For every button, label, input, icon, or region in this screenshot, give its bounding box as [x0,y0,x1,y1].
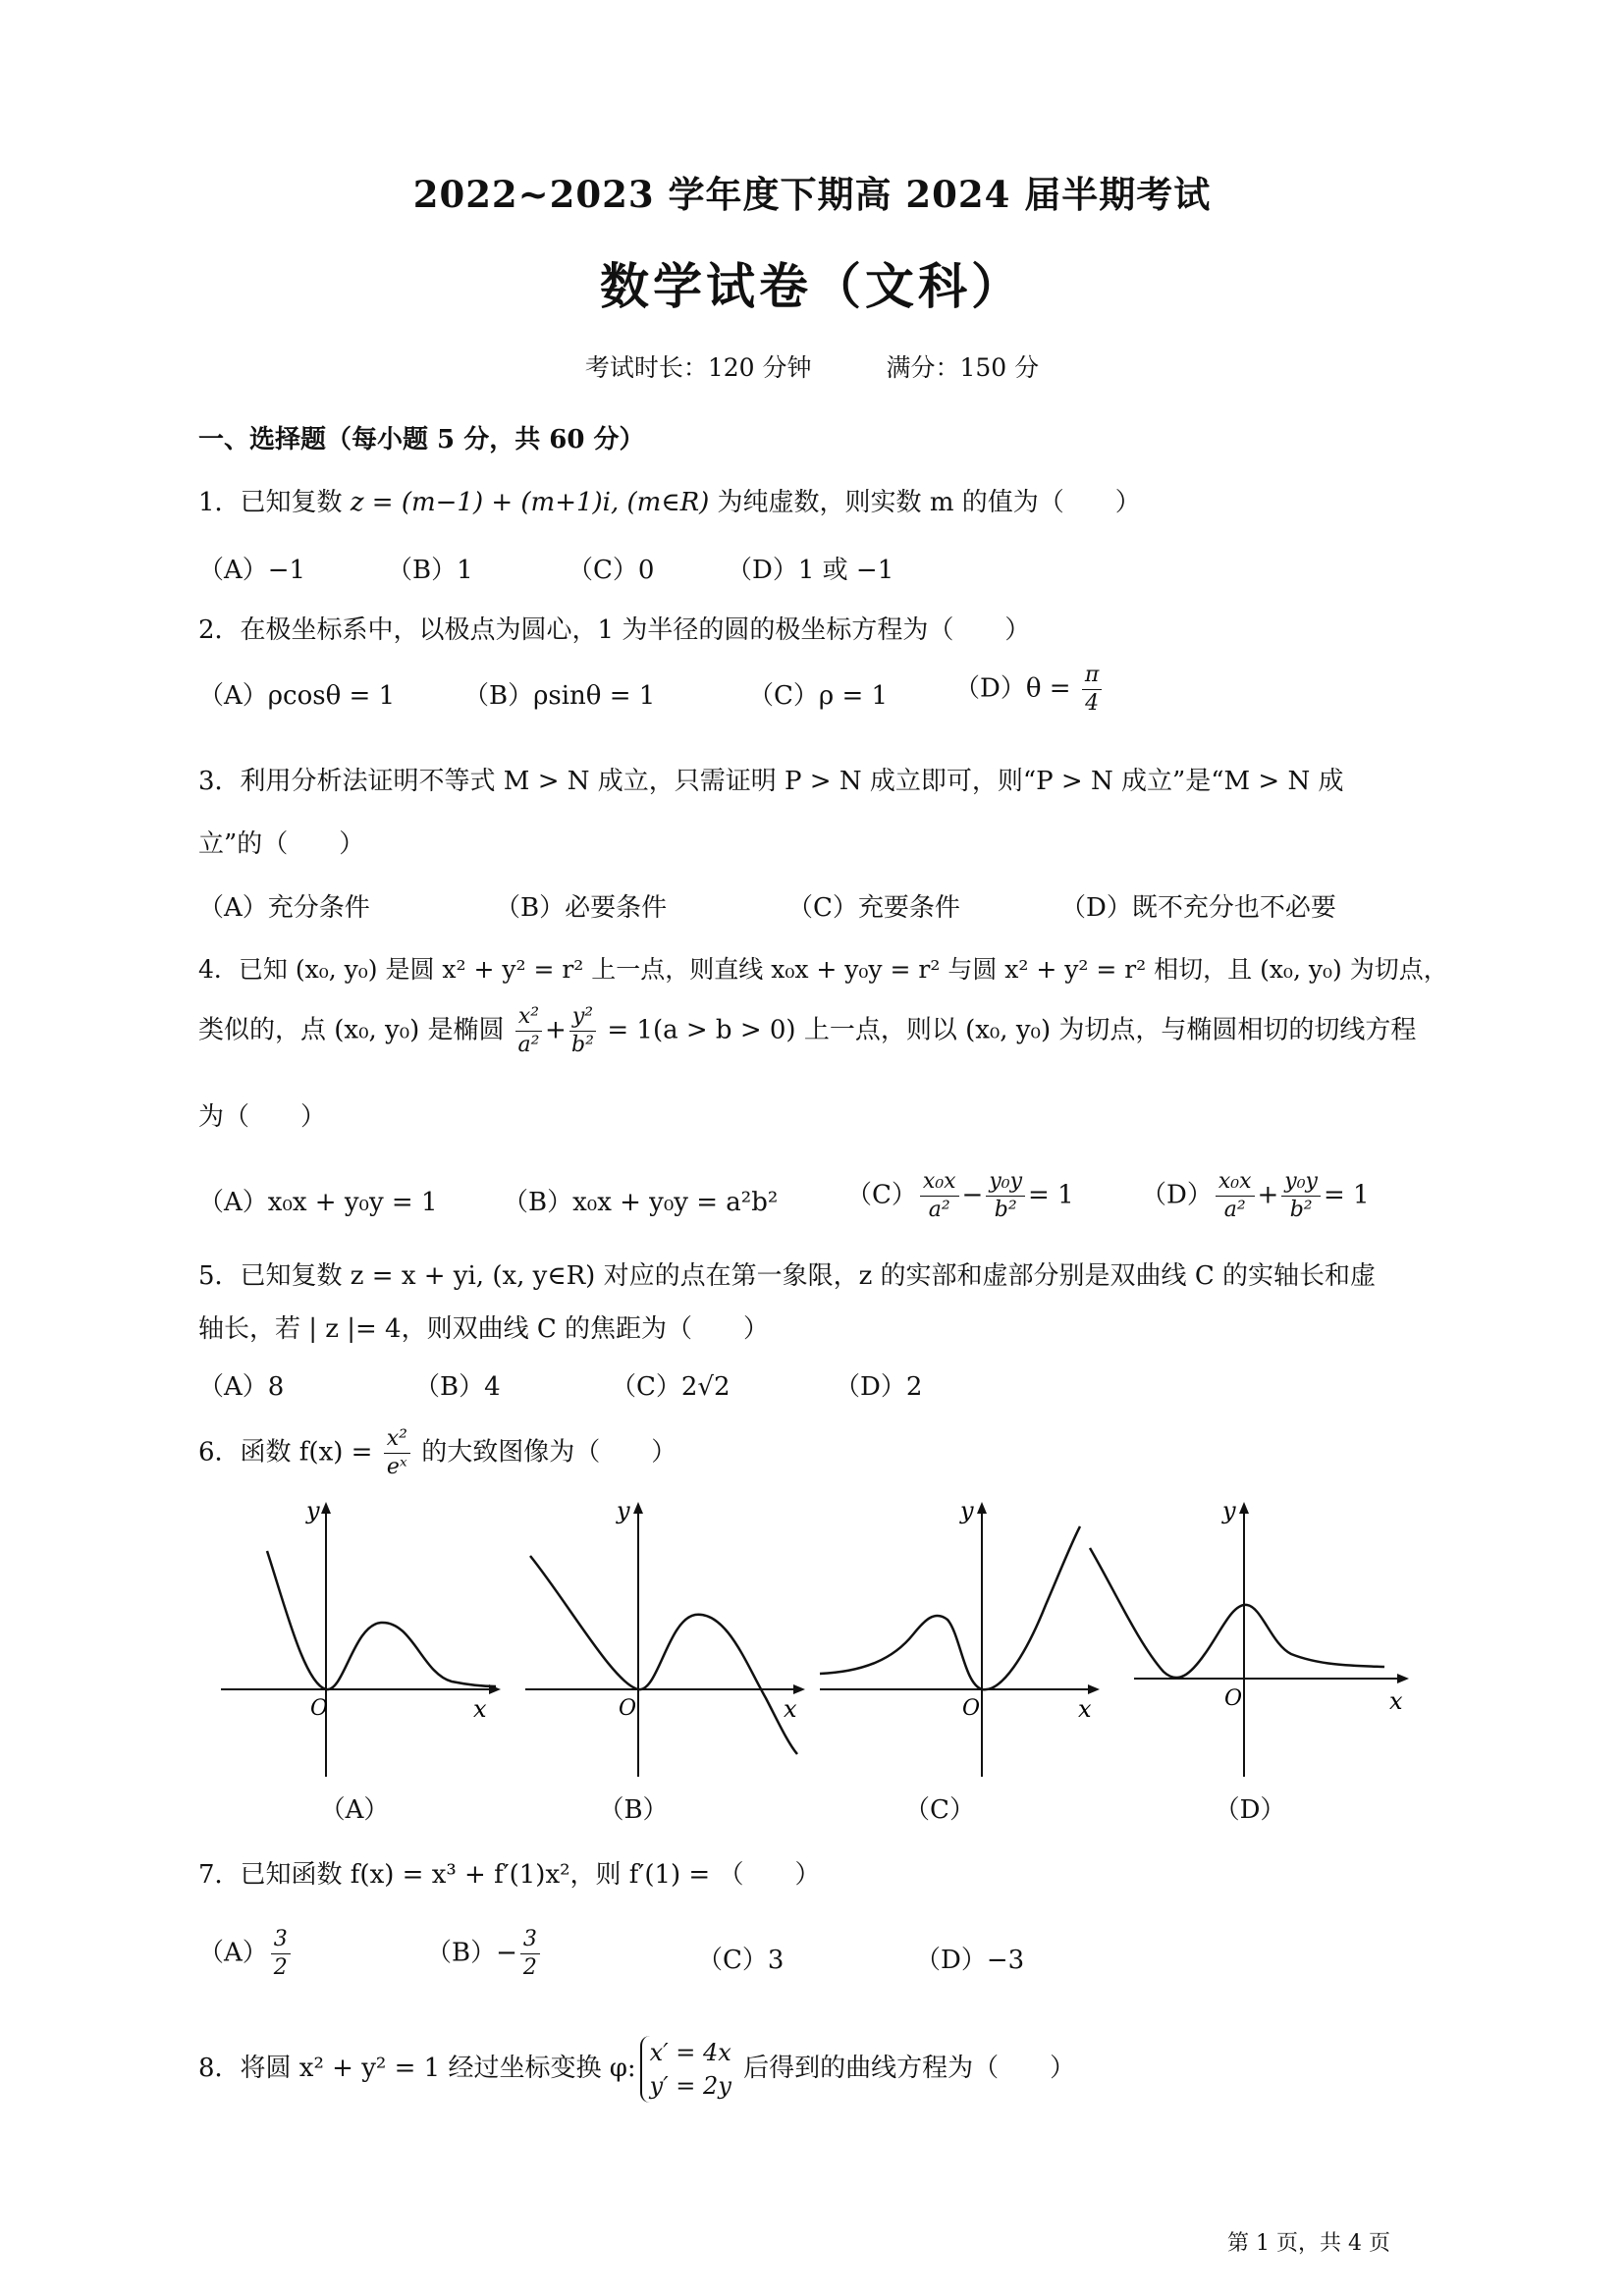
exam-subtitle: 数学试卷（文科） [600,257,1024,315]
x-axis-label: x [1078,1695,1092,1723]
curve [1090,1548,1384,1678]
q5-option-b[interactable]: （B）4 [414,1372,501,1402]
q8-system-line-2: y′ = 2y [649,2072,731,2100]
question-8 [198,2036,1445,2103]
question-5-line-2: 轴长，若 | z |= 4，则双曲线 C 的焦距为（ ） [198,1314,770,1344]
q3-option-a[interactable]: （A）充分条件 [198,893,370,923]
y-axis-arrow-icon [321,1502,331,1514]
exam-title: 2022~2023 学年度下期高 2024 届半期考试 [412,173,1212,216]
q6-function-fraction [384,1425,410,1481]
fraction-denominator: 4 [1085,691,1100,716]
q4-line2-pre: 类似的，点 (x₀, y₀) 是椭圆 [198,1015,513,1045]
y-axis-arrow-icon [1239,1502,1249,1514]
q4-option-c-frac-1 [920,1168,959,1224]
q7-option-b[interactable] [426,1926,543,1982]
q6-graph-c-label: （C） [904,1795,975,1825]
question-7: 7．已知函数 f(x) = x³ + f′(1)x²，则 f′(1) = （ ） [198,1860,821,1890]
fraction-denominator: a² [517,1033,540,1057]
q8-stem-post: 后得到的曲线方程为（ ） [734,2054,1076,2083]
q4-option-d-label: （D） [1141,1180,1213,1210]
q1-option-a[interactable]: （A）−1 [198,556,306,585]
origin-label: O [962,1696,981,1721]
q8-system-line-1: x′ = 4x [649,2039,731,2066]
fraction-numerator: x₀x [1216,1168,1255,1197]
q4-ellipse-frac-x [515,1003,542,1059]
q7-option-c[interactable]: （C）3 [697,1946,785,1975]
fraction-denominator: b² [571,1033,594,1057]
q4-option-d-equals: = 1 [1323,1180,1370,1210]
fraction-numerator: y² [569,1003,596,1032]
y-axis-arrow-icon [977,1502,987,1514]
fraction-numerator: y₀y [1281,1168,1321,1197]
q7-option-d[interactable]: （D）−3 [915,1946,1025,1975]
fraction-denominator: 2 [522,1955,537,1980]
q2-option-b[interactable]: （B）ρsinθ = 1 [463,681,656,711]
question-3-line-2: 立”的（ ） [198,829,365,859]
fraction-denominator: b² [1289,1198,1313,1222]
q4-option-c-frac-2 [986,1168,1025,1224]
question-5-line-1: 5．已知复数 z = x + yi, (x, y∈R) 对应的点在第一象限，z 的实部和虚部分别是双曲线 C 的实轴长和虚 [198,1261,1376,1291]
question-6 [198,1425,1445,1481]
fraction-numerator: x₀x [920,1168,959,1197]
question-1 [198,483,1445,522]
question-3-line-1: 3．利用分析法证明不等式 M > N 成立，只需证明 P > N 成立即可，则“P > N 成立”是“M > N 成 [198,767,1344,796]
curve [820,1526,1080,1689]
q1-option-b[interactable]: （B）1 [387,556,473,585]
q3-option-d[interactable]: （D）既不充分也不必要 [1060,893,1336,923]
q3-option-c[interactable]: （C）充要条件 [787,893,960,923]
question-2: 2．在极坐标系中，以极点为圆心，1 为半径的圆的极坐标方程为（ ） [198,615,1031,645]
q8-stem-pre: 8．将圆 x² + y² = 1 经过坐标变换 φ: [198,2054,636,2083]
x-axis-label: x [1389,1687,1403,1715]
q1-option-c[interactable]: （C）0 [568,556,655,585]
q6-graph-b-label: （B） [598,1795,669,1825]
q2-option-d[interactable] [954,662,1105,718]
fraction-numerator: x² [384,1425,410,1454]
q6-graph-d-label: （D） [1214,1795,1286,1825]
q8-transform-system [640,2036,731,2103]
question-4-line-3: 为（ ） [198,1102,327,1132]
q7-option-a[interactable] [198,1926,294,1982]
q5-option-c[interactable]: （C）2√2 [611,1372,731,1402]
q4-option-d-frac-2 [1281,1168,1321,1224]
q7-option-b-label: （B）− [426,1938,517,1968]
x-axis-label: x [784,1695,797,1723]
q6-graph-c[interactable] [815,1497,1110,1782]
fraction-numerator: π [1082,662,1102,690]
y-axis-arrow-icon [633,1502,643,1514]
q4-ellipse-frac-y [569,1003,596,1059]
q7-option-a-fraction [271,1926,291,1982]
curve [530,1556,797,1754]
q4-option-d-operator: + [1257,1180,1279,1210]
q6-graph-a[interactable] [216,1497,511,1782]
q1-math: z = (m−1) + (m+1)i, (m∈R) [350,488,710,517]
fraction-denominator: b² [994,1198,1017,1222]
fraction-denominator: eˣ [386,1455,407,1479]
q2-option-d-label: （D）θ = [954,673,1079,704]
q5-option-d[interactable]: （D）2 [835,1372,923,1402]
q4-option-c-label: （C） [846,1180,917,1210]
q6-graph-b[interactable] [520,1497,815,1782]
y-axis-label: y [617,1497,630,1524]
curve [267,1551,496,1689]
fraction-numerator: 3 [271,1926,291,1954]
origin-label: O [619,1696,637,1721]
q4-option-d[interactable] [1141,1168,1370,1224]
q3-option-b[interactable]: （B）必要条件 [495,893,668,923]
exam-meta [0,348,1624,384]
q4-line2-post: = 1(a > b > 0) 上一点，则以 (x₀, y₀) 为切点，与椭圆相切的切线方程 [599,1015,1417,1045]
y-axis-label: y [1222,1497,1236,1524]
fraction-numerator: 3 [520,1926,540,1954]
x-axis-arrow-icon [1397,1674,1409,1683]
question-4-line-1: 4．已知 (x₀, y₀) 是圆 x² + y² = r² 上一点，则直线 x₀x + y₀y = r² 与圆 x² + y² = r² 相切，且 (x₀, y₀) 为切点， [198,955,1448,984]
question-4-line-2: 类似的，点 (x₀, y₀) 是椭圆 $\frac{\text{x²}}{\text{a²}}$ + $\frac{\text{y²}}{\text{b²}}$ = 1(a > b > 0) 上一点，则以 (x₀, y₀) 为切点，与椭圆相切的切线方程 [198,1004,1417,1057]
q6-stem-pre: 6．函数 f(x) = [198,1437,381,1468]
q7-option-b-fraction [520,1926,540,1982]
q2-option-c[interactable]: （C）ρ = 1 [748,681,889,711]
page-footer: 第 1 页，共 4 页 [1227,2231,1390,2256]
q4-option-c[interactable] [846,1168,1074,1224]
q4-option-b[interactable]: （B）x₀x + y₀y = a²b² [503,1188,779,1217]
x-axis-arrow-icon [793,1684,805,1694]
q2-option-a[interactable]: （A）ρcosθ = 1 [198,681,396,711]
q4-option-c-equals: = 1 [1028,1180,1074,1210]
fraction-denominator: a² [928,1198,950,1222]
exam-score: 满分：150 分 [886,353,1040,382]
fraction-denominator: 2 [273,1955,288,1980]
q4-option-c-operator: − [961,1180,984,1210]
q6-stem-post: 的大致图像为（ ） [412,1437,677,1468]
x-axis-label: x [473,1695,487,1723]
section-heading: 一、选择题（每小题 5 分，共 60 分） [198,425,645,454]
origin-label: O [1224,1686,1243,1711]
q4-option-a[interactable]: （A）x₀x + y₀y = 1 [198,1188,438,1217]
q1-option-d[interactable]: （D）1 或 −1 [727,556,894,585]
q6-graph-d[interactable] [1085,1497,1419,1782]
q2-option-d-fraction [1082,662,1102,718]
y-axis-label: y [960,1497,974,1524]
q7-option-a-label: （A） [198,1938,268,1968]
q6-graph-a-label: （A） [319,1795,390,1825]
exam-duration: 考试时长：120 分钟 [584,353,812,382]
q1-stem-pre: 1．已知复数 [198,488,351,517]
q4-option-d-frac-1 [1216,1168,1255,1224]
origin-label: O [310,1696,329,1721]
q5-option-a[interactable]: （A）8 [198,1372,285,1402]
fraction-numerator: y₀y [986,1168,1025,1197]
y-axis-label: y [306,1497,320,1524]
fraction-numerator: x² [515,1003,542,1032]
fraction-denominator: a² [1223,1198,1246,1222]
q1-stem-post: 为纯虚数，则实数 m 的值为（ ） [709,488,1141,517]
